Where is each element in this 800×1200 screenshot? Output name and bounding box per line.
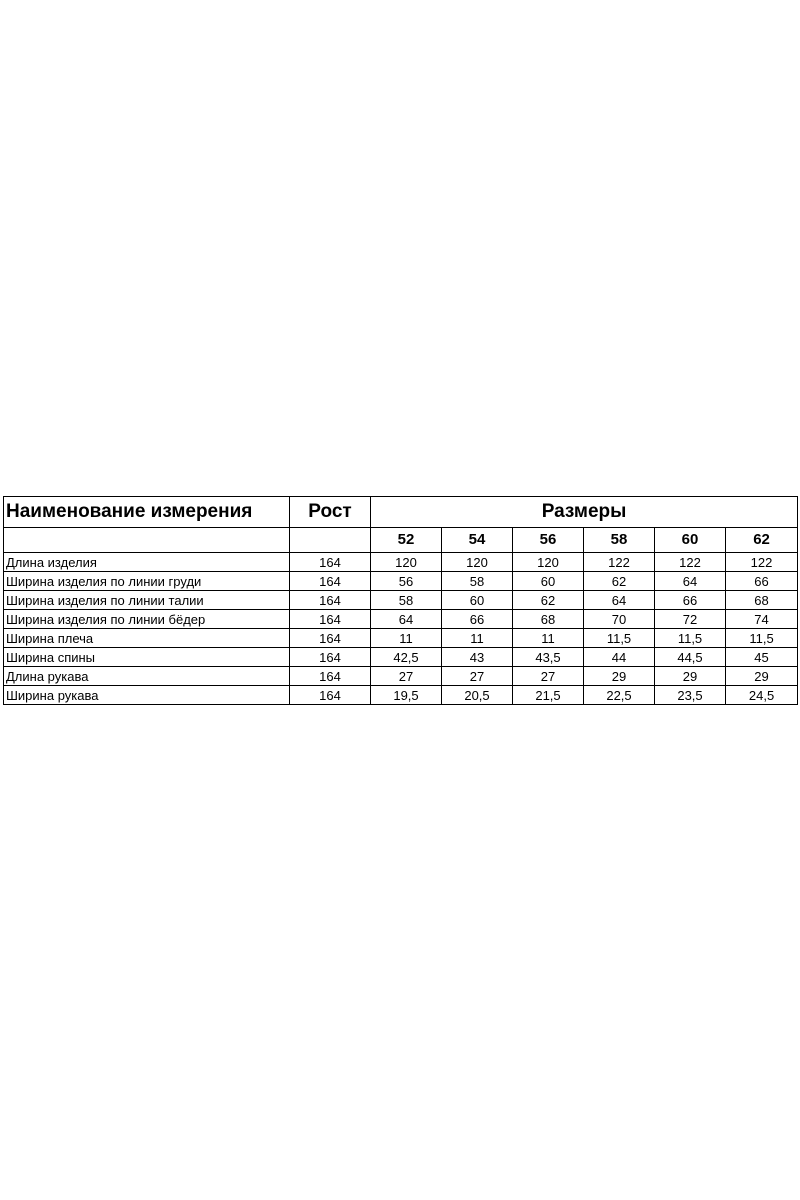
size-header: 60 <box>655 528 726 553</box>
size-header: 58 <box>584 528 655 553</box>
value-cell: 120 <box>371 553 442 572</box>
height-cell: 164 <box>290 610 371 629</box>
table-row <box>4 629 798 648</box>
table-row <box>4 591 798 610</box>
value-cell: 56 <box>371 572 442 591</box>
height-cell: 164 <box>290 591 371 610</box>
size-header: 56 <box>513 528 584 553</box>
value-cell: 70 <box>584 610 655 629</box>
value-cell: 64 <box>655 572 726 591</box>
measurement-label: Ширина изделия по линии груди <box>4 572 290 591</box>
value-cell: 11,5 <box>584 629 655 648</box>
measurement-label: Ширина рукава <box>4 686 290 705</box>
value-cell: 62 <box>584 572 655 591</box>
value-cell: 42,5 <box>371 648 442 667</box>
value-cell: 60 <box>442 591 513 610</box>
value-cell: 11 <box>442 629 513 648</box>
height-cell: 164 <box>290 686 371 705</box>
value-cell: 43 <box>442 648 513 667</box>
table-row <box>4 686 798 705</box>
value-cell: 27 <box>442 667 513 686</box>
header-row <box>4 497 798 528</box>
value-cell: 66 <box>726 572 798 591</box>
value-cell: 58 <box>442 572 513 591</box>
value-cell: 22,5 <box>584 686 655 705</box>
measurement-label: Ширина плеча <box>4 629 290 648</box>
height-cell: 164 <box>290 629 371 648</box>
height-cell: 164 <box>290 667 371 686</box>
table-row <box>4 648 798 667</box>
measurement-label: Длина изделия <box>4 553 290 572</box>
height-cell: 164 <box>290 572 371 591</box>
height-cell: 164 <box>290 648 371 667</box>
empty-header-cell <box>4 528 290 553</box>
height-cell: 164 <box>290 553 371 572</box>
value-cell: 120 <box>442 553 513 572</box>
measurement-name-header: Наименование измерения <box>4 497 290 528</box>
value-cell: 19,5 <box>371 686 442 705</box>
value-cell: 29 <box>584 667 655 686</box>
measurement-label: Длина рукава <box>4 667 290 686</box>
size-header: 54 <box>442 528 513 553</box>
value-cell: 68 <box>726 591 798 610</box>
value-cell: 29 <box>726 667 798 686</box>
measurement-label: Ширина изделия по линии бёдер <box>4 610 290 629</box>
size-header: 62 <box>726 528 798 553</box>
value-cell: 11,5 <box>655 629 726 648</box>
value-cell: 74 <box>726 610 798 629</box>
value-cell: 44,5 <box>655 648 726 667</box>
value-cell: 21,5 <box>513 686 584 705</box>
value-cell: 11 <box>513 629 584 648</box>
value-cell: 120 <box>513 553 584 572</box>
sizes-header: Размеры <box>371 497 798 528</box>
table-row <box>4 610 798 629</box>
value-cell: 20,5 <box>442 686 513 705</box>
value-cell: 27 <box>371 667 442 686</box>
value-cell: 64 <box>584 591 655 610</box>
table-row <box>4 667 798 686</box>
value-cell: 44 <box>584 648 655 667</box>
value-cell: 72 <box>655 610 726 629</box>
value-cell: 62 <box>513 591 584 610</box>
size-chart-table <box>3 496 798 705</box>
table-row <box>4 572 798 591</box>
value-cell: 24,5 <box>726 686 798 705</box>
empty-header-cell <box>290 528 371 553</box>
sizes-row <box>4 528 798 553</box>
value-cell: 122 <box>726 553 798 572</box>
value-cell: 11 <box>371 629 442 648</box>
measurement-label: Ширина спины <box>4 648 290 667</box>
value-cell: 43,5 <box>513 648 584 667</box>
value-cell: 45 <box>726 648 798 667</box>
value-cell: 27 <box>513 667 584 686</box>
value-cell: 66 <box>655 591 726 610</box>
value-cell: 58 <box>371 591 442 610</box>
measurement-label: Ширина изделия по линии талии <box>4 591 290 610</box>
value-cell: 122 <box>584 553 655 572</box>
value-cell: 68 <box>513 610 584 629</box>
value-cell: 11,5 <box>726 629 798 648</box>
value-cell: 60 <box>513 572 584 591</box>
value-cell: 23,5 <box>655 686 726 705</box>
value-cell: 122 <box>655 553 726 572</box>
value-cell: 66 <box>442 610 513 629</box>
size-header: 52 <box>371 528 442 553</box>
table-row <box>4 553 798 572</box>
value-cell: 64 <box>371 610 442 629</box>
value-cell: 29 <box>655 667 726 686</box>
height-header: Рост <box>290 497 371 528</box>
